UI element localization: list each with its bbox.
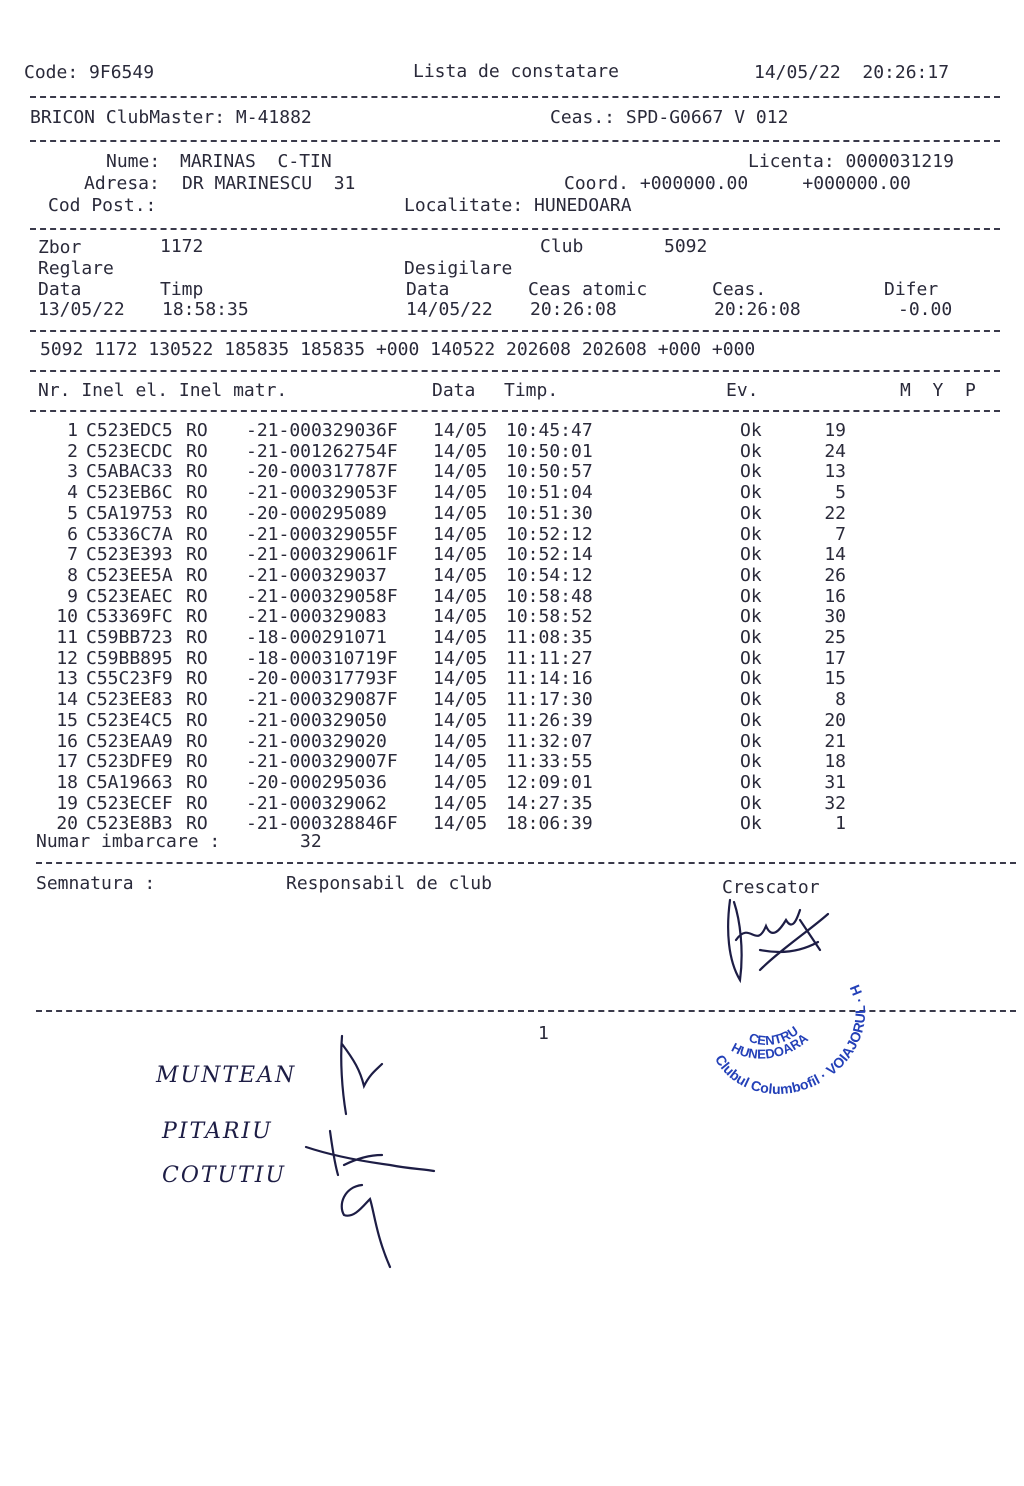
arrival-time: 11:14:16 — [506, 668, 593, 690]
arrival-date: 14/05 — [433, 730, 488, 752]
table-row — [0, 711, 1024, 731]
event-status: Ok — [740, 461, 762, 483]
row-number: 11 — [56, 627, 78, 648]
table-row — [0, 504, 1024, 524]
row-number: 5 — [67, 502, 78, 524]
boarding-count: 32 — [300, 831, 322, 852]
arrival-time: 10:58:48 — [506, 585, 593, 607]
arrival-time: 18:06:39 — [506, 813, 593, 835]
row-number: 6 — [67, 523, 78, 545]
separator — [36, 862, 1016, 864]
separator — [30, 96, 1000, 98]
ring-number: -21-000329062 — [246, 792, 387, 814]
table-header-time: Timp. — [504, 380, 559, 401]
table-row — [0, 773, 1024, 793]
breeder-signature — [700, 877, 840, 990]
electronic-ring: C55C23F9 — [86, 668, 173, 690]
difference-label: Difer — [884, 279, 939, 300]
handwritten-name-2: PITARIU — [162, 1119, 273, 1144]
arrival-time: 10:51:30 — [506, 502, 593, 524]
flight-label: Zbor — [38, 237, 82, 258]
position-value: 25 — [824, 627, 846, 648]
difference-value: -0.00 — [898, 299, 953, 320]
table-row — [0, 587, 1024, 607]
country-code: RO — [186, 461, 208, 483]
setting-date-label: Data — [38, 279, 82, 300]
event-status: Ok — [740, 689, 762, 711]
position-value: 26 — [824, 564, 846, 586]
arrival-time: 11:32:07 — [506, 730, 593, 752]
ring-number: -21-000329036F — [246, 420, 398, 441]
signature-1 — [320, 1030, 460, 1110]
address-label: Adresa: — [84, 173, 160, 194]
event-status: Ok — [740, 771, 762, 793]
arrival-time: 11:26:39 — [506, 709, 593, 731]
boarding-count-label: Numar imbarcare : — [36, 831, 221, 852]
electronic-ring: C59BB723 — [86, 627, 173, 648]
table-row — [0, 752, 1024, 772]
country-code: RO — [186, 502, 208, 524]
page-number: 1 — [538, 1023, 549, 1044]
position-value: 24 — [824, 440, 846, 462]
row-number: 4 — [67, 482, 78, 504]
electronic-ring: C523E393 — [86, 544, 173, 566]
country-code: RO — [186, 668, 208, 690]
electronic-ring: C523DFE9 — [86, 751, 173, 773]
handwritten-name-1: MUNTEAN — [156, 1063, 297, 1088]
position-value: 5 — [835, 482, 846, 504]
event-status: Ok — [740, 709, 762, 731]
electronic-ring: C523EAA9 — [86, 730, 173, 752]
position-value: 1 — [835, 813, 846, 835]
electronic-ring: C5A19753 — [86, 502, 173, 524]
country-code: RO — [186, 482, 208, 504]
name-label: Nume: — [106, 151, 161, 172]
document-code: Code: 9F6549 — [24, 62, 155, 83]
electronic-ring: C523ECEF — [86, 792, 173, 814]
event-status: Ok — [740, 440, 762, 462]
position-value: 21 — [824, 730, 846, 752]
ring-number: -20-000295089 — [246, 502, 387, 524]
electronic-ring: C523E4C5 — [86, 709, 173, 731]
owner-address: DR MARINESCU 31 — [182, 173, 356, 194]
event-status: Ok — [740, 564, 762, 586]
license-number: Licenta: 0000031219 — [748, 151, 954, 172]
electronic-ring: C5336C7A — [86, 523, 173, 545]
event-status: Ok — [740, 523, 762, 545]
ring-number: -20-000295036 — [246, 771, 387, 793]
arrival-time: 11:17:30 — [506, 689, 593, 711]
position-value: 22 — [824, 502, 846, 524]
position-value: 30 — [824, 606, 846, 628]
row-number: 18 — [56, 771, 78, 793]
separator — [30, 370, 1000, 372]
arrival-date: 14/05 — [433, 792, 488, 814]
event-status: Ok — [740, 792, 762, 814]
breeder-label: Crescator — [722, 877, 820, 898]
ring-number: -21-000328846F — [246, 813, 398, 835]
club-responsible-label: Responsabil de club — [286, 873, 492, 894]
country-code: RO — [186, 709, 208, 731]
event-status: Ok — [740, 544, 762, 566]
table-header-myp: M Y P — [900, 380, 976, 401]
country-code: RO — [186, 627, 208, 648]
table-row — [0, 421, 1024, 441]
position-value: 19 — [824, 420, 846, 441]
row-number: 2 — [67, 440, 78, 462]
event-status: Ok — [740, 730, 762, 752]
ring-number: -18-000291071 — [246, 627, 387, 648]
separator — [30, 330, 1000, 332]
electronic-ring: C523ECDC — [86, 440, 173, 462]
arrival-time: 11:11:27 — [506, 647, 593, 669]
country-code: RO — [186, 647, 208, 669]
arrival-date: 14/05 — [433, 689, 488, 711]
country-code: RO — [186, 440, 208, 462]
event-status: Ok — [740, 627, 762, 648]
event-status: Ok — [740, 668, 762, 690]
separator — [30, 140, 1000, 142]
position-value: 18 — [824, 751, 846, 773]
arrival-time: 12:09:01 — [506, 771, 593, 793]
row-number: 15 — [56, 709, 78, 731]
arrival-date: 14/05 — [433, 420, 488, 441]
country-code: RO — [186, 689, 208, 711]
arrival-time: 10:52:12 — [506, 523, 593, 545]
setting-time-label: Timp — [160, 279, 204, 300]
arrival-date: 14/05 — [433, 751, 488, 773]
electronic-ring: C523EAEC — [86, 585, 173, 607]
position-value: 20 — [824, 709, 846, 731]
table-header-rings: Nr. Inel el. Inel matr. — [38, 380, 288, 401]
row-number: 9 — [67, 585, 78, 607]
arrival-time: 10:52:14 — [506, 544, 593, 566]
arrival-date: 14/05 — [433, 440, 488, 462]
stamp-inner-text-1: HUNEDOARA — [729, 1030, 811, 1062]
unsealing-date: 14/05/22 — [406, 299, 493, 320]
locality: Localitate: HUNEDOARA — [404, 195, 632, 216]
row-number: 10 — [56, 606, 78, 628]
arrival-time: 14:27:35 — [506, 792, 593, 814]
table-row — [0, 566, 1024, 586]
electronic-ring: C523EDC5 — [86, 420, 173, 441]
ring-number: -21-000329020 — [246, 730, 387, 752]
table-row — [0, 628, 1024, 648]
row-number: 20 — [56, 813, 78, 835]
stamp-inner-text-2: CENTRU — [746, 1023, 801, 1049]
arrival-date: 14/05 — [433, 709, 488, 731]
electronic-ring: C523EB6C — [86, 482, 173, 504]
separator — [30, 228, 1000, 230]
arrival-time: 11:33:55 — [506, 751, 593, 773]
setting-time: 18:58:35 — [162, 299, 249, 320]
coordinates: Coord. +000000.00 +000000.00 — [564, 173, 911, 194]
table-row — [0, 649, 1024, 669]
handwritten-name-3: COTUTIU — [162, 1163, 286, 1188]
setting-date: 13/05/22 — [38, 299, 125, 320]
ring-number: -21-000329061F — [246, 544, 398, 566]
arrival-time: 10:54:12 — [506, 564, 593, 586]
flight-number: 1172 — [160, 236, 204, 257]
atomic-clock-label: Ceas atomic — [528, 279, 648, 300]
event-status: Ok — [740, 813, 762, 835]
arrival-date: 14/05 — [433, 813, 488, 835]
arrival-date: 14/05 — [433, 564, 488, 586]
country-code: RO — [186, 792, 208, 814]
ring-number: -21-000329037 — [246, 564, 387, 586]
table-header-event: Ev. — [726, 380, 759, 401]
country-code: RO — [186, 813, 208, 835]
clock-time: 20:26:08 — [714, 299, 801, 320]
country-code: RO — [186, 420, 208, 441]
ring-number: -20-000317793F — [246, 668, 398, 690]
table-row — [0, 442, 1024, 462]
row-number: 17 — [56, 751, 78, 773]
position-value: 16 — [824, 585, 846, 607]
position-value: 13 — [824, 461, 846, 483]
arrival-date: 14/05 — [433, 647, 488, 669]
table-row — [0, 483, 1024, 503]
atomic-clock-time: 20:26:08 — [530, 299, 617, 320]
ring-number: -21-000329050 — [246, 709, 387, 731]
country-code: RO — [186, 730, 208, 752]
arrival-date: 14/05 — [433, 627, 488, 648]
postcode-label: Cod Post.: — [48, 195, 157, 216]
row-number: 13 — [56, 668, 78, 690]
arrival-date: 14/05 — [433, 544, 488, 566]
row-number: 12 — [56, 647, 78, 669]
row-number: 3 — [67, 461, 78, 483]
table-row — [0, 732, 1024, 752]
arrival-date: 14/05 — [433, 585, 488, 607]
event-status: Ok — [740, 420, 762, 441]
arrival-date: 14/05 — [433, 461, 488, 483]
table-row — [0, 669, 1024, 689]
position-value: 15 — [824, 668, 846, 690]
row-number: 16 — [56, 730, 78, 752]
setting-label: Reglare — [38, 258, 114, 279]
ring-number: -21-000329053F — [246, 482, 398, 504]
signature-label: Semnatura : — [36, 873, 156, 894]
table-row — [0, 794, 1024, 814]
country-code: RO — [186, 585, 208, 607]
clubmaster-id: BRICON ClubMaster: M-41882 — [30, 107, 312, 128]
event-status: Ok — [740, 606, 762, 628]
electronic-ring: C523EE83 — [86, 689, 173, 711]
position-value: 17 — [824, 647, 846, 669]
event-status: Ok — [740, 585, 762, 607]
table-row — [0, 545, 1024, 565]
arrival-time: 11:08:35 — [506, 627, 593, 648]
clock-id: Ceas.: SPD-G0667 V 012 — [550, 107, 789, 128]
ring-number: -18-000310719F — [246, 647, 398, 669]
unsealing-label: Desigilare — [404, 258, 513, 279]
ring-number: -20-000317787F — [246, 461, 398, 483]
row-number: 7 — [67, 544, 78, 566]
country-code: RO — [186, 751, 208, 773]
club-stamp — [668, 980, 890, 1130]
signature-3 — [320, 1175, 430, 1275]
arrival-date: 14/05 — [433, 482, 488, 504]
event-status: Ok — [740, 482, 762, 504]
ring-number: -21-001262754F — [246, 440, 398, 462]
position-value: 14 — [824, 544, 846, 566]
country-code: RO — [186, 606, 208, 628]
electronic-ring: C5A19663 — [86, 771, 173, 793]
club-label: Club — [540, 236, 584, 257]
position-value: 32 — [824, 792, 846, 814]
event-status: Ok — [740, 647, 762, 669]
arrival-time: 10:51:04 — [506, 482, 593, 504]
arrival-date: 14/05 — [433, 502, 488, 524]
stamp-outer-text: Clubul Columbofil · VOIAJORUL · Hunedoara — [668, 982, 869, 1098]
row-number: 1 — [67, 420, 78, 441]
clock-label: Ceas. — [712, 279, 767, 300]
unsealing-date-label: Data — [406, 279, 450, 300]
ring-number: -21-000329007F — [246, 751, 398, 773]
table-row — [0, 525, 1024, 545]
ring-number: -21-000329055F — [246, 523, 398, 545]
table-row — [0, 462, 1024, 482]
table-header-date: Data — [432, 380, 476, 401]
arrival-time: 10:50:57 — [506, 461, 593, 483]
arrival-date: 14/05 — [433, 668, 488, 690]
separator — [30, 410, 1000, 412]
arrival-date: 14/05 — [433, 606, 488, 628]
table-row — [0, 690, 1024, 710]
summary-line: 5092 1172 130522 185835 185835 +000 140522 202608 202608 +000 +000 — [40, 339, 756, 360]
row-number: 19 — [56, 792, 78, 814]
position-value: 8 — [835, 689, 846, 711]
arrival-time: 10:45:47 — [506, 420, 593, 441]
electronic-ring: C59BB895 — [86, 647, 173, 669]
event-status: Ok — [740, 751, 762, 773]
country-code: RO — [186, 564, 208, 586]
row-number: 14 — [56, 689, 78, 711]
arrival-date: 14/05 — [433, 771, 488, 793]
arrival-time: 10:58:52 — [506, 606, 593, 628]
ring-number: -21-000329083 — [246, 606, 387, 628]
position-value: 7 — [835, 523, 846, 545]
electronic-ring: C53369FC — [86, 606, 173, 628]
arrival-date: 14/05 — [433, 523, 488, 545]
print-datetime: 14/05/22 20:26:17 — [754, 62, 950, 83]
club-number: 5092 — [664, 236, 708, 257]
country-code: RO — [186, 771, 208, 793]
electronic-ring: C5ABAC33 — [86, 461, 173, 483]
country-code: RO — [186, 544, 208, 566]
country-code: RO — [186, 523, 208, 545]
position-value: 31 — [824, 771, 846, 793]
table-row — [0, 607, 1024, 627]
document-title: Lista de constatare — [413, 61, 619, 82]
arrival-time: 10:50:01 — [506, 440, 593, 462]
electronic-ring: C523E8B3 — [86, 813, 173, 835]
electronic-ring: C523EE5A — [86, 564, 173, 586]
owner-name: MARINAS C-TIN — [180, 151, 332, 172]
event-status: Ok — [740, 502, 762, 524]
ring-number: -21-000329087F — [246, 689, 398, 711]
row-number: 8 — [67, 564, 78, 586]
ring-number: -21-000329058F — [246, 585, 398, 607]
